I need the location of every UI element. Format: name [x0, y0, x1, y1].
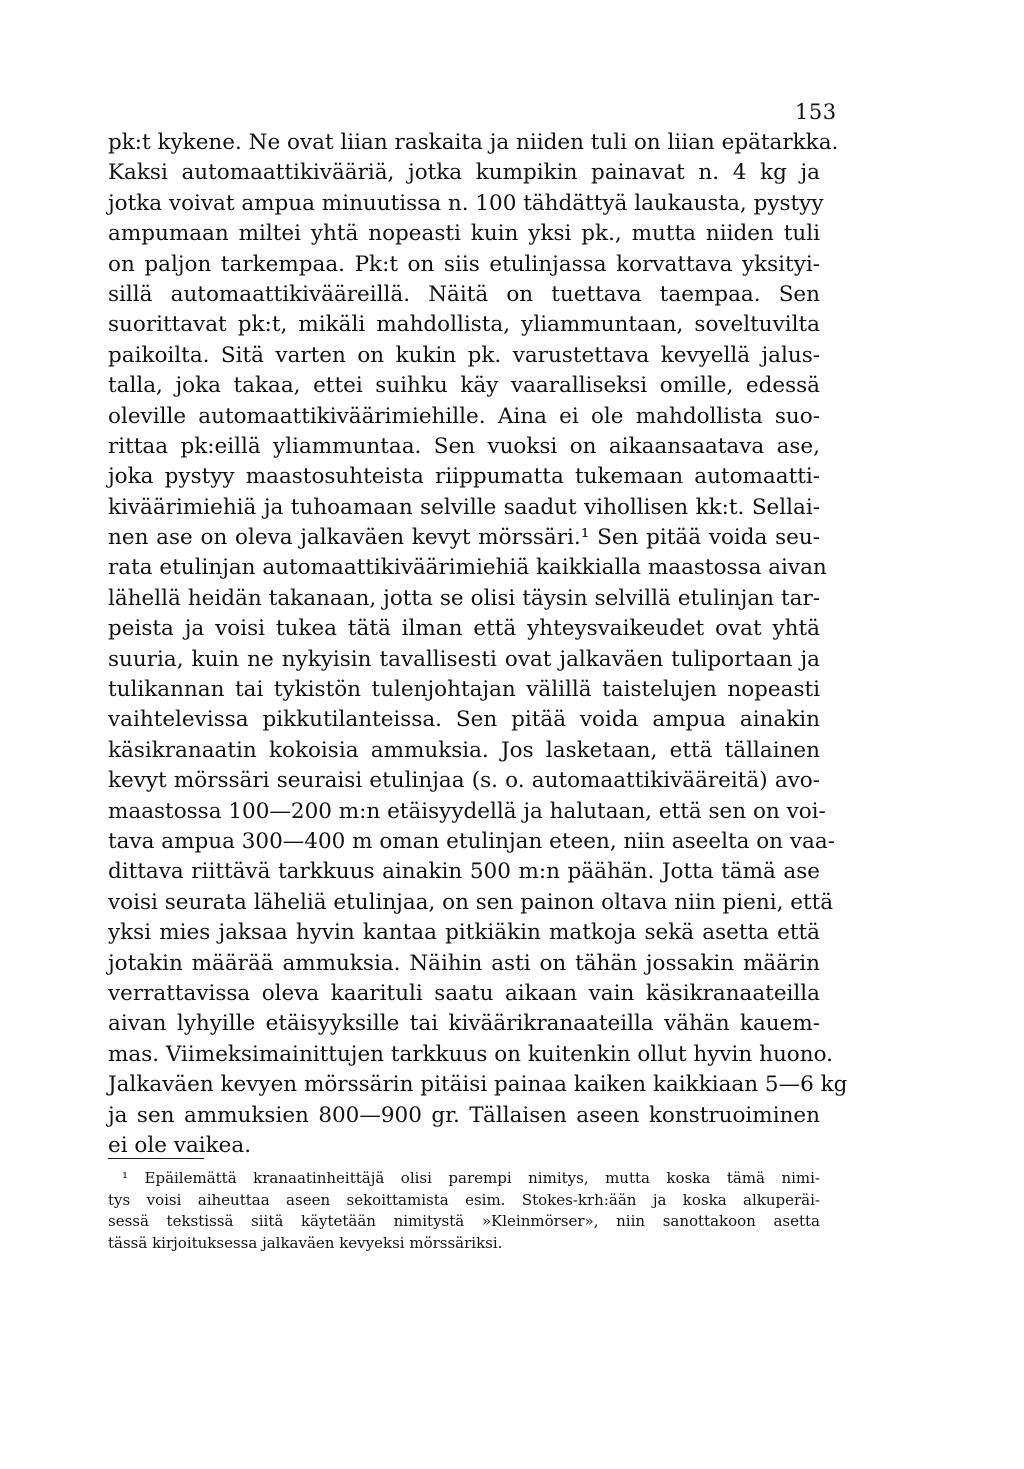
text-line: ampumaan miltei yhtä nopeasti kuin yksi pk., mutta niiden tuli — [108, 221, 820, 247]
footnote-line: tys voisi aiheuttaa aseen sekoittamista esim. Stokes-krh:ään ja koska alkuperäi- — [108, 1190, 820, 1209]
text-line: lähellä heidän takanaan, jotta se olisi täysin selvillä etulinjan tar- — [108, 585, 820, 611]
text-line: rata etulinjan automaattikiväärimiehiä kaikkialla maastossa aivan — [108, 555, 827, 581]
text-line: rittaa pk:eillä yliammuntaa. Sen vuoksi on aikaansaatava ase, — [108, 433, 820, 459]
text-line: suuria, kuin ne nykyisin tavallisesti ovat jalkaväen tuliportaan ja — [108, 646, 820, 672]
main-text — [108, 128, 848, 1161]
text-line: paikoilta. Sitä varten on kukin pk. varustettava kevyellä jalus- — [108, 342, 820, 368]
text-line: jotka voivat ampua minuutissa n. 100 tähdättyä laukausta, pystyy — [108, 190, 824, 216]
text-line: nen ase on oleva jalkaväen kevyt mörssäri.¹ Sen pitää voida seu- — [108, 525, 820, 551]
text-line: peista ja voisi tukea tätä ilman että yhteysvaikeudet ovat yhtä — [108, 616, 820, 642]
text-line: on paljon tarkempaa. Pk:t on siis etulinjassa korvattava yksityi- — [108, 251, 820, 277]
text-line: vaihtelevissa pikkutilanteissa. Sen pitää voida ampua ainakin — [108, 707, 820, 733]
text-line: ja sen ammuksien 800—900 gr. Tällaisen aseen konstruoiminen — [108, 1102, 820, 1128]
text-line: tulikannan tai tykistön tulenjohtajan välillä taistelujen nopeasti — [108, 677, 820, 703]
text-line: kevyt mörssäri seuraisi etulinjaa (s. o. automaattikivääreitä) avo- — [108, 768, 820, 794]
footnote-line: sessä tekstissä siitä käytetään nimitystä »Kleinmörser», niin sanottakoon asetta — [108, 1212, 820, 1231]
text-line: talla, joka takaa, ettei suihku käy vaaralliseksi omille, edessä — [108, 373, 820, 399]
text-line: verrattavissa oleva kaarituli saatu aikaan vain käsikranaateilla — [108, 980, 820, 1006]
text-line: yksi mies jaksaa hyvin kantaa pitkiäkin matkoja sekä asetta että — [108, 920, 820, 946]
text-line: oleville automaattikiväärimiehille. Aina ei ole mahdollista suo- — [108, 403, 820, 429]
footnote — [108, 1168, 820, 1255]
text-line: maastossa 100—200 m:n etäisyydellä ja halutaan, että sen on voi- — [108, 798, 826, 824]
footnote-line: tässä kirjoituksessa jalkaväen kevyeksi mörssäriksi. — [108, 1234, 503, 1253]
text-line: joka pystyy maastosuhteista riippumatta tukemaan automaatti- — [108, 464, 820, 490]
text-line: pk:t kykene. Ne ovat liian raskaita ja niiden tuli on liian epätarkka. — [108, 130, 839, 155]
text-line: tava ampua 300—400 m oman etulinjan eteen, niin aseelta on vaa- — [108, 828, 835, 854]
text-line: suorittavat pk:t, mikäli mahdollista, yliammuntaan, soveltuvilta — [108, 312, 820, 338]
text-line: Jalkaväen kevyen mörssärin pitäisi painaa kaiken kaikkiaan 5—6 kg — [108, 1072, 848, 1098]
text-line: mas. Viimeksimainittujen tarkkuus on kuitenkin ollut hyvin huono. — [108, 1041, 833, 1067]
text-line: voisi seurata läheliä etulinjaa, on sen painon oltava niin pieni, että — [108, 889, 834, 915]
footnote-divider — [108, 1158, 204, 1159]
text-line: aivan lyhyille etäisyyksille tai kiväärikranaateilla vähän kauem- — [108, 1011, 820, 1037]
text-line: dittava riittävä tarkkuus ainakin 500 m:n päähän. Jotta tämä ase — [108, 859, 820, 885]
text-line: ei ole vaikea. — [108, 1132, 252, 1158]
text-line: Kaksi automaattikivääriä, jotka kumpikin painavat n. 4 kg ja — [108, 160, 820, 186]
footnote-line: ¹ Epäilemättä kranaatinheittäjä olisi parempi nimitys, mutta koska tämä nimi- — [122, 1169, 820, 1187]
text-line: kiväärimiehiä ja tuhoamaan selville saadut vihollisen kk:t. Sellai- — [108, 494, 820, 520]
page-number: 153 — [795, 100, 837, 124]
text-line: sillä automaattikivääreillä. Näitä on tuettava taempaa. Sen — [108, 281, 820, 307]
text-line: käsikranaatin kokoisia ammuksia. Jos lasketaan, että tällainen — [108, 737, 820, 763]
text-line: jotakin määrää ammuksia. Näihin asti on tähän jossakin määrin — [108, 950, 820, 976]
